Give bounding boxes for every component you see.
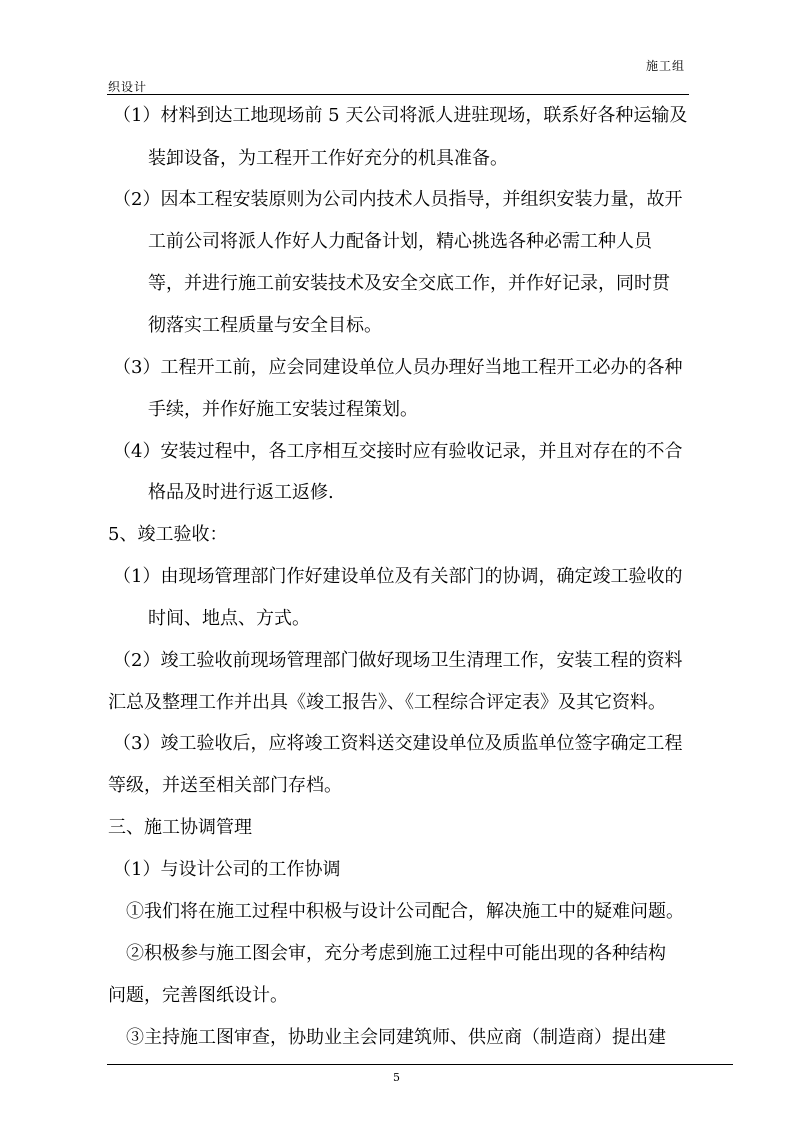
text-line: 问题，完善图纸设计。: [108, 985, 288, 1006]
text-line: ③主持施工图审查，协助业主会同建筑师、供应商（制造商）提出建: [126, 1027, 666, 1048]
section-heading: 5、竣工验收：: [108, 524, 228, 545]
footer-rule: [107, 1064, 733, 1065]
text-line: 手续，并作好施工安装过程策划。: [148, 399, 418, 420]
sub-heading: （1）与设计公司的工作协调: [113, 859, 341, 880]
section-heading: 三、施工协调管理: [108, 817, 252, 838]
page-number: 5: [393, 1071, 400, 1084]
text-line: （2）因本工程安装原则为公司内技术人员指导，并组织安装力量，故开: [113, 189, 683, 210]
text-line: 时间、地点、方式。: [148, 608, 310, 629]
text-line: 工前公司将派人作好人力配备计划，精心挑选各种必需工种人员: [148, 231, 652, 252]
text-line: （2）竣工验收前现场管理部门做好现场卫生清理工作，安装工程的资料: [113, 650, 683, 671]
text-line: 格品及时进行返工返修.: [148, 482, 334, 503]
text-line: ①我们将在施工过程中积极与设计公司配合，解决施工中的疑难问题。: [126, 901, 684, 922]
header-right-text: 施工组: [646, 59, 686, 73]
text-line: ②积极参与施工图会审，充分考虑到施工过程中可能出现的各种结构: [126, 943, 666, 964]
text-line: （4）安装过程中，各工序相互交接时应有验收记录，并且对存在的不合: [113, 441, 683, 462]
text-line: 装卸设备，为工程开工作好充分的机具准备。: [148, 148, 508, 169]
text-line: 彻落实工程质量与安全目标。: [148, 315, 382, 336]
text-line: （3）工程开工前，应会同建设单位人员办理好当地工程开工必办的各种: [113, 357, 683, 378]
text-line: 等，并进行施工前安装技术及安全交底工作，并作好记录，同时贯: [148, 273, 670, 294]
text-line: （1）由现场管理部门作好建设单位及有关部门的协调，确定竣工验收的: [113, 566, 683, 587]
header-left-text: 织设计: [108, 80, 148, 94]
text-line: 汇总及整理工作并出具《竣工报告》、《工程综合评定表》及其它资料。: [108, 692, 666, 713]
text-line: 等级，并送至相关部门存档。: [108, 775, 342, 796]
text-line: （1）材料到达工地现场前 5 天公司将派人进驻现场，联系好各种运输及: [113, 105, 688, 126]
text-line: （3）竣工验收后，应将竣工资料送交建设单位及质监单位签字确定工程: [113, 733, 683, 754]
